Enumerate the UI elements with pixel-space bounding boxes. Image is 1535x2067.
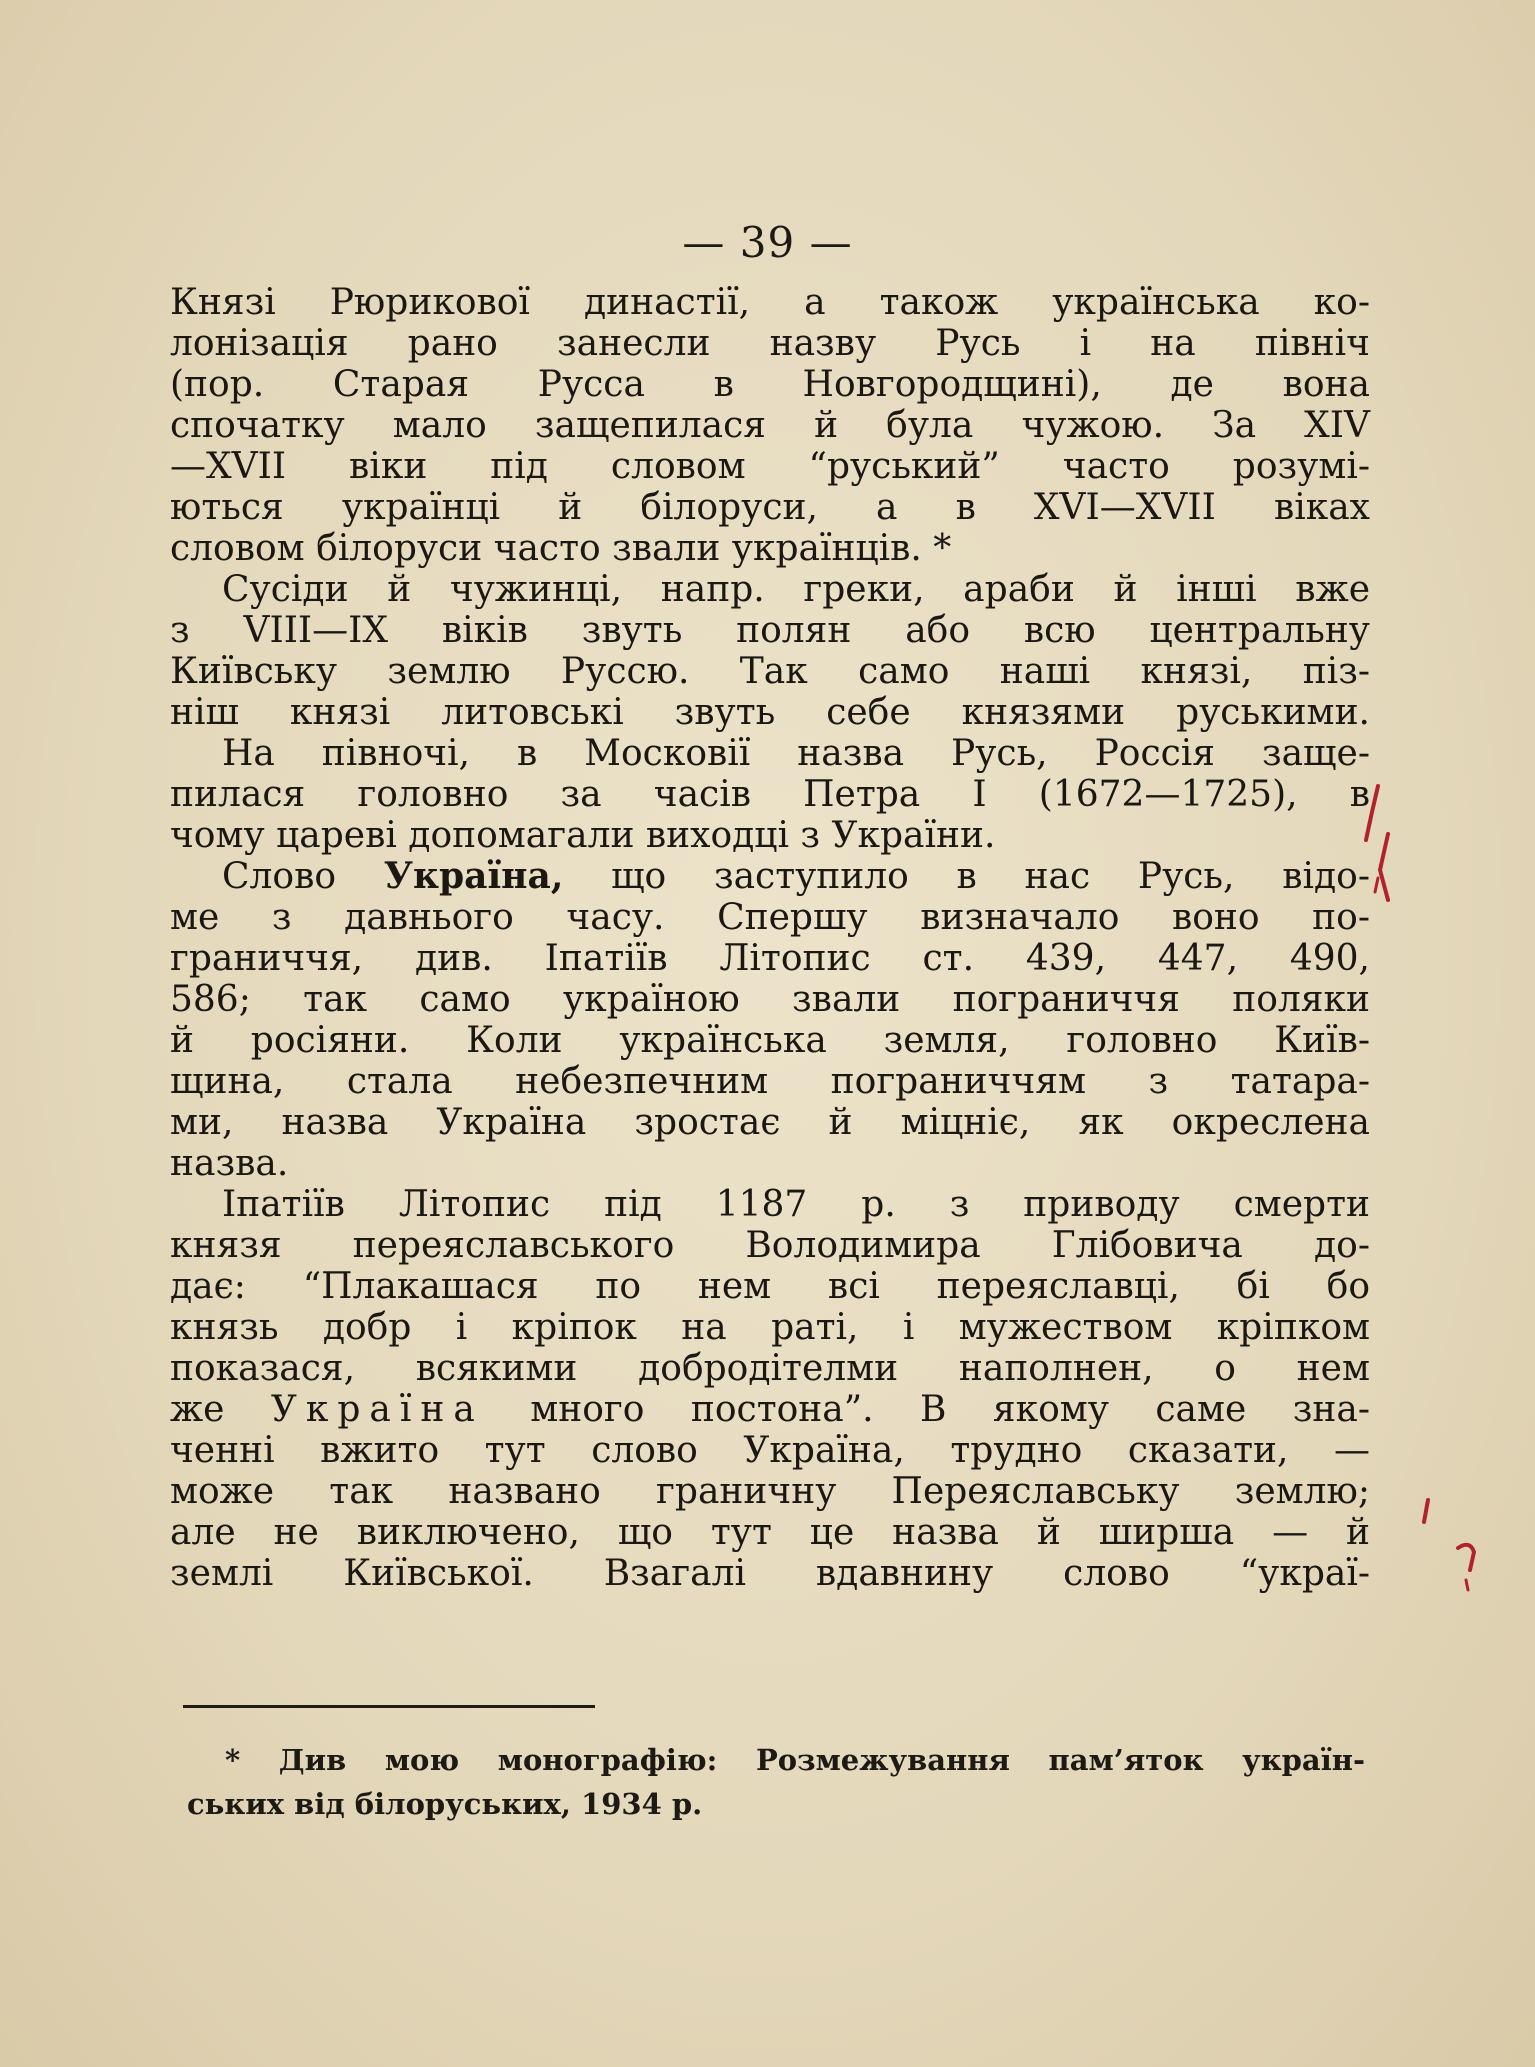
text-line: ми, назва Україна зростає й міцніє, як окреслена [170, 1102, 1370, 1143]
text-line: князя переяславського Володимира Глібовича до- [170, 1225, 1370, 1266]
text-line: може так названо граничну Переяславську землю; [170, 1471, 1370, 1512]
text-line: На півночі, в Московії назва Русь, Россія защe- [222, 733, 1370, 774]
text-segment: много постона”. В якому саме зна- [483, 1389, 1370, 1430]
text-line: Київську землю Руссю. Так само наші князі, піз- [170, 651, 1370, 692]
text-line: словом білоруси часто звали українців. * [170, 528, 952, 569]
text-line: лонізація рано занесли назву Русь і на північ [170, 323, 1370, 364]
text-line: чому цареві допомагали виходці з України. [170, 815, 996, 856]
text-line: землі Київської. Взагалі вдавнину слово “украї- [170, 1553, 1370, 1594]
text-line: пилася головно за часів Петра I (1672—1725), в [170, 774, 1370, 815]
text-line: Іпатіїв Літопис під 1187 р. з приводу смерти [222, 1184, 1370, 1225]
text-line: князь добр і кріпок на раті, і мужеством кріпком [170, 1307, 1370, 1348]
text-line: ме з давнього часу. Спершу визначало воно по- [170, 897, 1370, 938]
text-line: граниччя, див. Іпатіїв Літопис ст. 439, 447, 490, [170, 938, 1370, 979]
text-line: ченні вжито тут слово Україна, трудно сказати, — [170, 1430, 1370, 1471]
text-segment: же [170, 1389, 271, 1430]
text-segment: Слово [222, 856, 384, 897]
text-line: Князі Рюрикової династії, а також українська ко- [170, 282, 1370, 323]
text-line: назва. [170, 1143, 289, 1184]
text-line: —XVII віки під словом “руський” часто розумі- [170, 446, 1370, 487]
text-line: з VIII—IX віків звуть полян або всю центральну [170, 610, 1370, 651]
text-line: але не виключено, що тут це назва й ширша — й [170, 1512, 1370, 1553]
footnote-line: * Див мою монографію: Розмежування пам’яток україн- [225, 1743, 1365, 1777]
text-line: показася, всякими добродітелми наполнен, о нем [170, 1348, 1370, 1389]
text-line: (пор. Старая Русса в Новгородщині), де вона [170, 364, 1370, 405]
text-line: й росіяни. Коли українська земля, головно Київ- [170, 1020, 1370, 1061]
spaced-term-ukraina: Україна [270, 1389, 484, 1430]
text-line: Сусіди й чужинці, напр. греки, араби й інші вже [222, 569, 1370, 610]
bold-term-ukraina: Україна, [383, 855, 564, 897]
text-line: щина, стала небезпечним пограниччям з татара- [170, 1061, 1370, 1102]
text-line: спочатку мало защепилася й була чужою. За XIV [170, 405, 1370, 446]
text-line: 586; так само україною звали пограниччя поляки [170, 979, 1370, 1020]
text-line: дає: “Плакашася по нем всі переяславці, бі бо [170, 1266, 1370, 1307]
text-line: ються українці й білоруси, а в XVI—XVII віках [170, 487, 1370, 528]
footnote-line: ських від білоруських, 1934 р. [187, 1787, 703, 1821]
page-number: — 39 — [682, 218, 853, 267]
text-line: ніш князі литовські звуть себе князями руськими. [170, 692, 1370, 733]
text-segment: що заступило в нас Русь, відо- [563, 856, 1370, 897]
